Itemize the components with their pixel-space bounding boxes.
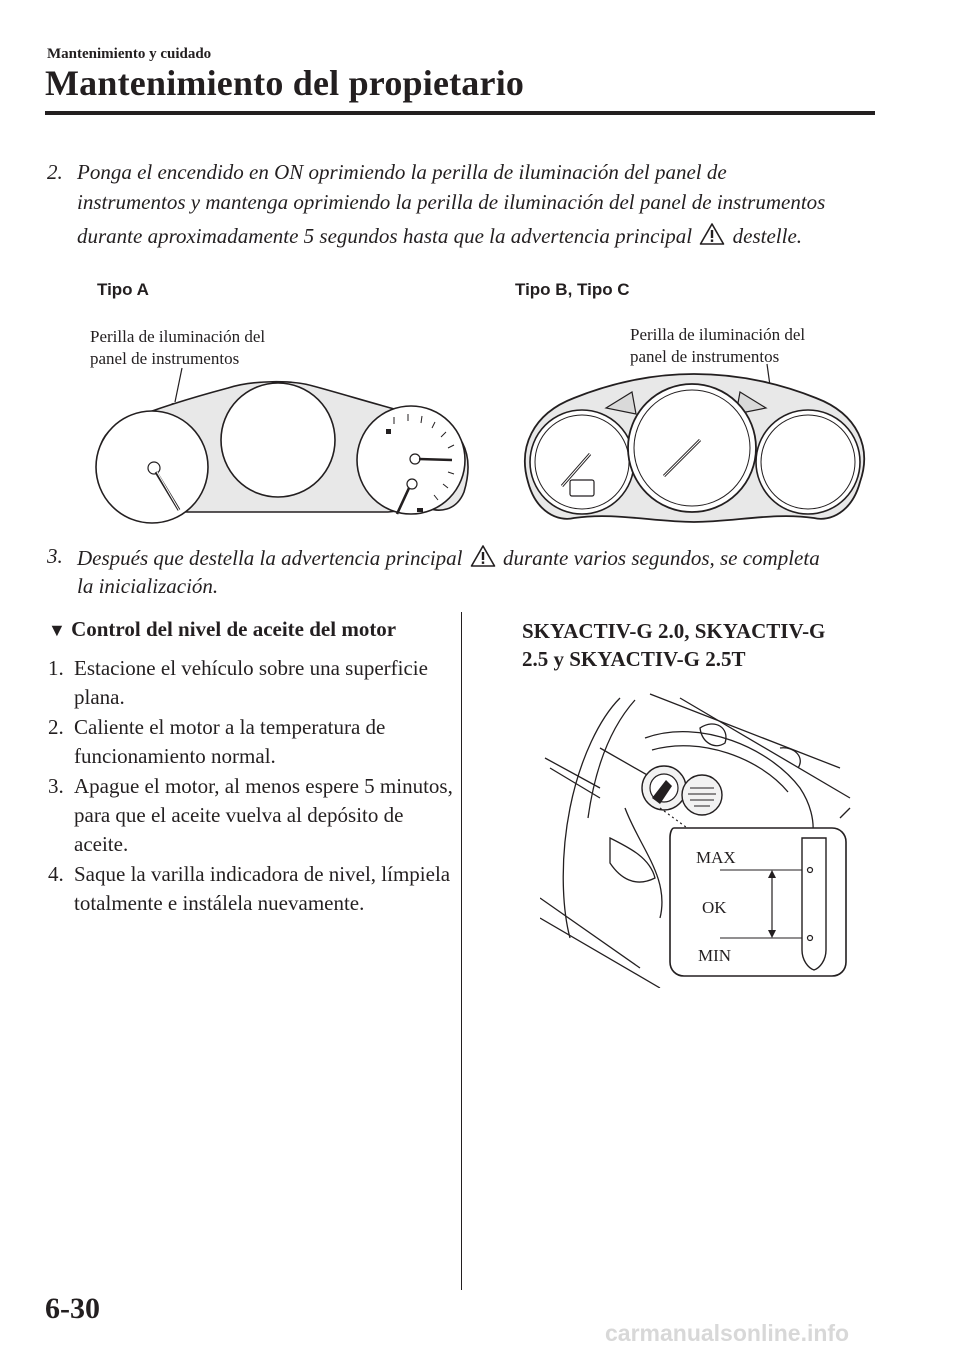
engine-heading-line-2: 2.5 y SKYACTIV-G 2.5T <box>522 647 746 671</box>
step-2-line-3-after: destelle. <box>732 224 803 248</box>
step-2-line-2: instrumentos y mantenga oprimiendo la perilla de iluminación del panel de instrumentos <box>77 190 826 214</box>
figure-type-a-label: Tipo A <box>97 280 149 299</box>
engine-heading-line-1: SKYACTIV-G 2.0, SKYACTIV-G <box>522 619 826 643</box>
column-divider <box>461 612 462 1290</box>
list-item-text: Estacione el vehículo sobre una superficie plana. <box>74 656 428 709</box>
watermark: carmanualsonline.info <box>605 1320 850 1346</box>
step-3-number: 3. <box>47 544 63 568</box>
oil-check-steps <box>48 654 453 919</box>
step-2-number: 2. <box>47 160 63 184</box>
step-3-line-1 <box>77 544 820 574</box>
instrument-cluster-type-bc <box>514 362 874 532</box>
step-2-line-1: Ponga el encendido en ON oprimiendo la perilla de iluminación del panel de <box>77 160 727 184</box>
section-marker-icon: ▼ <box>48 620 66 640</box>
list-item-number: 3. <box>48 774 64 798</box>
dipstick-min-label: MIN <box>698 946 732 965</box>
list-item-number: 4. <box>48 862 64 886</box>
list-item <box>48 713 453 771</box>
callout-a-line-2: panel de instrumentos <box>90 349 240 368</box>
step-2-line-3 <box>77 222 802 252</box>
list-item-text: Apague el motor, al menos espere 5 minutos, para que el aceite vuelva al depósito de aceite. <box>74 774 453 856</box>
page-number: 6-30 <box>45 1292 100 1325</box>
warning-triangle-icon <box>470 544 496 574</box>
step-2-line-3-before: durante aproximadamente 5 segundos hasta que la advertencia principal <box>77 224 693 248</box>
oil-check-heading-text: Control del nivel de aceite del motor <box>71 617 397 641</box>
dipstick-illustration <box>540 688 860 988</box>
step-3-line-2: la inicialización. <box>77 574 219 598</box>
figure-type-bc-label: Tipo B, Tipo C <box>515 280 630 299</box>
section-label: Mantenimiento y cuidado <box>47 46 212 62</box>
list-item-text: Caliente el motor a la temperatura de funcionamiento normal. <box>74 715 386 768</box>
oil-check-heading <box>48 617 396 642</box>
list-item-text: Saque la varilla indicadora de nivel, límpiela totalmente e instálela nuevamente. <box>74 862 451 915</box>
callout-bc-line-2: panel de instrumentos <box>630 347 780 366</box>
list-item <box>48 772 453 859</box>
engine-heading <box>522 617 825 673</box>
warning-triangle-icon <box>699 222 725 252</box>
title-rule <box>45 111 875 115</box>
list-item <box>48 860 453 918</box>
dipstick-ok-label: OK <box>702 898 727 917</box>
list-item-number: 2. <box>48 715 64 739</box>
dipstick-max-label: MAX <box>696 848 736 867</box>
callout-a-line-1: Perilla de iluminación del <box>90 327 266 346</box>
step-3-line-1-before: Después que destella la advertencia principal <box>77 546 463 570</box>
callout-bc-line-1: Perilla de iluminación del <box>630 325 806 344</box>
instrument-cluster-type-a <box>88 362 480 532</box>
list-item-number: 1. <box>48 656 64 680</box>
step-3-line-1-after: durante varios segundos, se completa <box>503 546 820 570</box>
page-title: Mantenimiento del propietario <box>45 63 525 103</box>
list-item <box>48 654 453 712</box>
